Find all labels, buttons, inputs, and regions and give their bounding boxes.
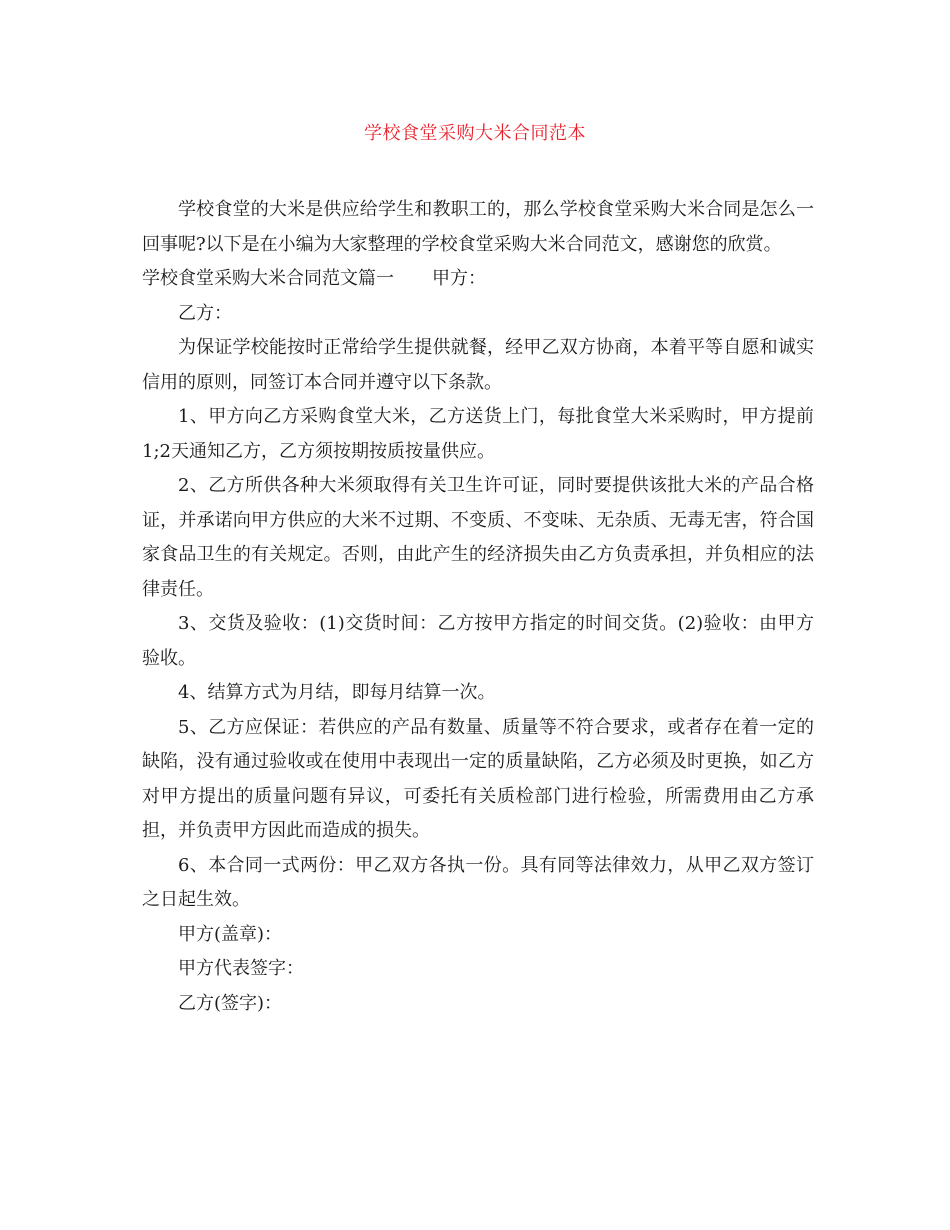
clause-1: 1、甲方向乙方采购食堂大米，乙方送货上门，每批食堂大米采购时，甲方提前1;2天通知乙方，乙方须按期按质按量供应。 bbox=[142, 406, 814, 462]
clause-5: 5、乙方应保证：若供应的产品有数量、质量等不符合要求，或者存在着一定的缺陷，没有通过验收或在使用中表现出一定的质量缺陷，乙方必须及时更换，如乙方对甲方提出的质量问题有异议，可委托有关质检部门进行检验，所需费用由乙方承担，并负责甲方因此而造成的损失。 bbox=[142, 716, 814, 841]
signature-party-b: 乙方(签字)： bbox=[178, 992, 283, 1014]
clause-3: 3、交货及验收：(1)交货时间：乙方按甲方指定的时间交货。(2)验收：由甲方验收。 bbox=[142, 613, 814, 669]
intro-paragraph: 学校食堂的大米是供应给学生和教职工的，那么学校食堂采购大米合同是怎么一回事呢?以下是在小编为大家整理的学校食堂采购大米合同范文，感谢您的欣赏。 bbox=[142, 199, 814, 255]
section-heading: 学校食堂采购大米合同范文篇一 bbox=[142, 268, 394, 289]
document-title: 学校食堂采购大米合同范本 bbox=[364, 123, 586, 144]
signature-party-a-representative: 甲方代表签字： bbox=[178, 958, 304, 979]
signature-party-a-seal: 甲方(盖章)： bbox=[178, 923, 283, 945]
party-a-label: 甲方： bbox=[432, 268, 486, 289]
section-heading-line bbox=[142, 262, 814, 297]
clause-6: 6、本合同一式两份：甲乙双方各执一份。具有同等法律效力，从甲乙双方签订之日起生效。 bbox=[142, 854, 814, 910]
clause-4: 4、结算方式为月结，即每月结算一次。 bbox=[178, 682, 496, 703]
document-body bbox=[142, 193, 814, 1021]
party-b-label: 乙方： bbox=[178, 302, 232, 324]
clause-2: 2、乙方所供各种大米须取得有关卫生许可证，同时要提供该批大米的产品合格证，并承诺向甲方供应的大米不过期、不变质、不变味、无杂质、无毒无害，符合国家食品卫生的有关规定。否则，由此产生的经济损失由乙方负责承担，并负相应的法律责任。 bbox=[142, 475, 814, 600]
preamble-paragraph: 为保证学校能按时正常给学生提供就餐，经甲乙双方协商，本着平等自愿和诚实信用的原则，同签订本合同并遵守以下条款。 bbox=[142, 337, 814, 393]
